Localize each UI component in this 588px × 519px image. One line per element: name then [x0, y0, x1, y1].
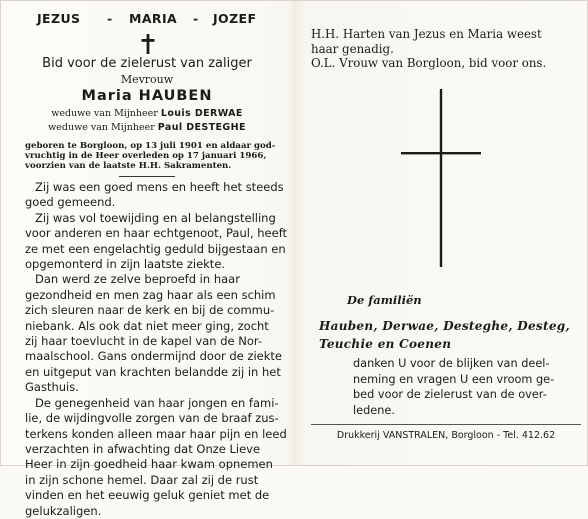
closing-prayer-line: haar genadig. [311, 41, 394, 56]
eulogy-line: terkens konden alleen maar haar pijn en leed [25, 426, 287, 441]
eulogy-line: en uitgeput van krachten belandde zij in het [25, 364, 281, 379]
header-dash-2: - [193, 11, 199, 26]
large-cross-icon [401, 89, 481, 267]
eulogy-line: Zij was vol toewijding en al belangstelling [35, 210, 276, 225]
printer-divider [311, 424, 581, 425]
family-names-line-1: Hauben, Derwae, Desteghe, Desteg, [319, 319, 570, 333]
birth-line: voorzien van de laatste H.H. Sakramenten. [25, 161, 232, 171]
thanks-line: ledene. [353, 403, 395, 417]
eulogy-line: in zijn schone hemel. Daar zal zij de rust [25, 472, 259, 487]
widow-1-name: Louis DERWAE [160, 108, 243, 119]
prayer-line: Bid voor de zielerust van zaliger [42, 56, 252, 71]
eulogy-text [25, 180, 289, 519]
eulogy-line: zich sleuren naar de kerk en bij de commu- [25, 303, 275, 318]
eulogy-line: vinden en het eeuwig geluk geniet met de [25, 488, 270, 503]
right-panel [297, 1, 588, 467]
eulogy-line: niebank. Als ook dat niet meer ging, zocht [25, 318, 269, 333]
eulogy-line: verzachten in afwachting dat Onze Lieve [25, 441, 261, 456]
widow-2-name: Paul DESTEGHE [157, 122, 246, 133]
thanks-line: danken U voor de blijken van deel- [353, 357, 550, 370]
header-jesus: JEZUS [37, 11, 81, 26]
closing-prayer [311, 27, 581, 71]
eulogy-line: ze met een engelachtig geduld bijgestaan en [25, 241, 286, 256]
deceased-name: Maria HAUBEN [81, 88, 213, 104]
birth-line: vruchtig in de Heer overleden op 17 januari 1966, [25, 151, 267, 161]
widow-line-2 [1, 122, 293, 133]
widow-2-prefix: weduwe van Mijnheer [48, 122, 155, 133]
eulogy-line: lie, de wijdingvolle zorgen van de braaf zus- [25, 411, 279, 426]
header-dash-1: - [107, 11, 113, 26]
eulogy-line: Heer in zijn goedheid haar kwam opnemen [25, 457, 273, 472]
eulogy-line: Dan werd ze zelve beproefd in haar [35, 272, 240, 287]
printer-credit: Drukkerij VANSTRALEN, Borgloon - Tel. 412.62 [336, 430, 556, 441]
eulogy-line: maalschool. Gans ondermijnd door de ziekte [25, 349, 282, 364]
eulogy-line: De genegenheid van haar jongen en fami- [35, 395, 279, 410]
eulogy-line: Gasthuis. [25, 380, 79, 395]
header-maria: MARIA [129, 11, 178, 26]
title-mevrouw: Mevrouw [120, 73, 174, 86]
thanks-text [353, 356, 583, 418]
divider-rule [119, 176, 175, 177]
widow-line-1 [1, 108, 293, 119]
thanks-line: neming en vragen U een vroom ge- [353, 372, 555, 386]
small-cross-icon [140, 34, 156, 54]
family-names-line-2: Teuchie en Coenen [319, 337, 452, 351]
thanks-line: bed voor de zielerust van de over- [353, 388, 547, 402]
eulogy-line: gelukzaligen. [25, 503, 102, 518]
header-jozef: JOZEF [213, 11, 257, 26]
eulogy-line: voor anderen en haar echtgenoot, Paul, heeft [25, 226, 288, 241]
eulogy-line: gezondheid en men zag haar als een schim [25, 287, 276, 302]
birth-death-details [25, 141, 287, 171]
closing-prayer-line: O.L. Vrouw van Borgloon, bid voor ons. [311, 56, 547, 70]
eulogy-line: goed gemeend. [25, 195, 116, 210]
eulogy-line: opgemonterd in zijn laatste ziekte. [25, 257, 226, 272]
birth-line: geboren te Borgloon, op 13 juli 1901 en aldaar god- [25, 141, 276, 151]
widow-1-prefix: weduwe van Mijnheer [51, 108, 158, 119]
left-panel [1, 1, 293, 518]
closing-prayer-line: H.H. Harten van Jezus en Maria weest [311, 27, 542, 41]
eulogy-line: zij haar toevlucht in de kapel van de Nor- [25, 334, 263, 349]
family-title: De familiën [347, 293, 422, 307]
eulogy-line: Zij was een goed mens en heeft het steeds [35, 180, 284, 194]
